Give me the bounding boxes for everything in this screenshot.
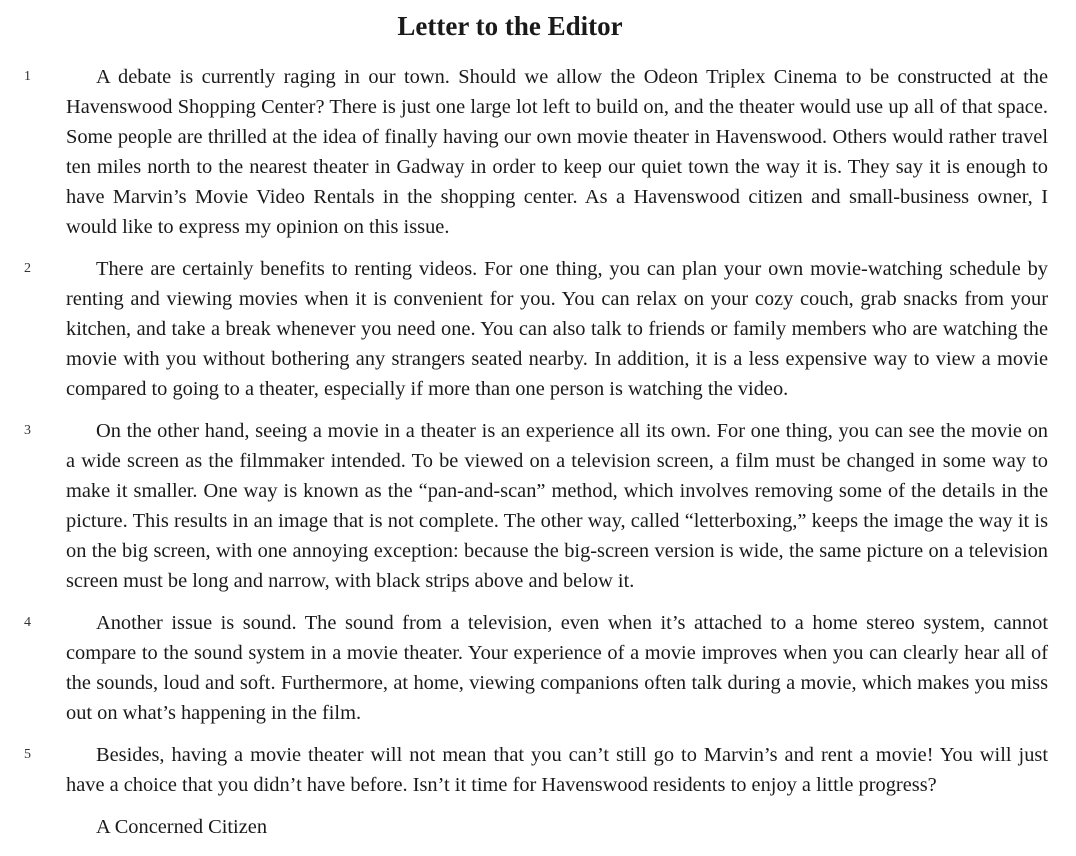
paragraph-text: A debate is currently raging in our town. Should we allow the Odeon Triplex Cinema to be constructed at the Havenswood Shopping Center? There is just one large lot left to build on, and the theater would use up all of that space. Some people are thrilled at the idea of finally having our own movie theater in Havenswood. Others would rather travel ten miles north to the nearest theater in Gadway in order to keep our quiet town the way it is. They say it is enough to have Marvin’s Movie Video Rentals in the shopping center. As a Havenswood citizen and small-business owner, I would like to express my opinion on this issue. (66, 66, 1048, 238)
paragraph-text: Besides, having a movie theater will not mean that you can’t still go to Marvin’s and rent a movie! You will just have a choice that you didn’t have before. Isn’t it time for Havenswood residents to enjoy a little progress? (66, 744, 1048, 796)
paragraph-number: 1 (24, 69, 31, 84)
paragraph-number: 5 (24, 747, 31, 762)
paragraph-number: 4 (24, 615, 31, 630)
paragraph-text: Another issue is sound. The sound from a television, even when it’s attached to a home stereo system, cannot compare to the sound system in a movie theater. Your experience of a movie improves when you can clearly hear all of the sounds, loud and soft. Furthermore, at home, viewing companions often talk during a movie, which makes you miss out on what’s happening in the film. (66, 612, 1048, 724)
page-title: Letter to the Editor (397, 11, 623, 41)
paragraph-1 (24, 62, 1048, 242)
paragraph-4 (24, 608, 1048, 728)
paragraph-2 (24, 254, 1048, 404)
paragraph-5 (24, 740, 1048, 800)
paragraph-text: There are certainly benefits to renting videos. For one thing, you can plan your own movie-watching schedule by renting and viewing movies when it is convenient for you. You can relax on your cozy couch, grab snacks from your kitchen, and take a break whenever you need one. You can also talk to friends or family members who are watching the movie with you without bothering any strangers seated nearby. In addition, it is a less expensive way to view a movie compared to going to a theater, especially if more than one person is watching the video. (66, 258, 1048, 400)
paragraph-number: 2 (24, 261, 31, 276)
paragraph-text: On the other hand, seeing a movie in a theater is an experience all its own. For one thing, you can see the movie on a wide screen as the filmmaker intended. To be viewed on a television screen, a film must be changed in some way to make it smaller. One way is known as the “pan-and-scan” method, which involves removing some of the details in the picture. This results in an image that is not complete. The other way, called “letterboxing,” keeps the image the way it is on the big screen, with one annoying exception: because the big-screen version is wide, the same picture on a television screen must be long and narrow, with black strips above and below it. (66, 420, 1048, 592)
paragraph-3 (24, 416, 1048, 596)
paragraph-number: 3 (24, 423, 31, 438)
signature: A Concerned Citizen (96, 816, 268, 838)
